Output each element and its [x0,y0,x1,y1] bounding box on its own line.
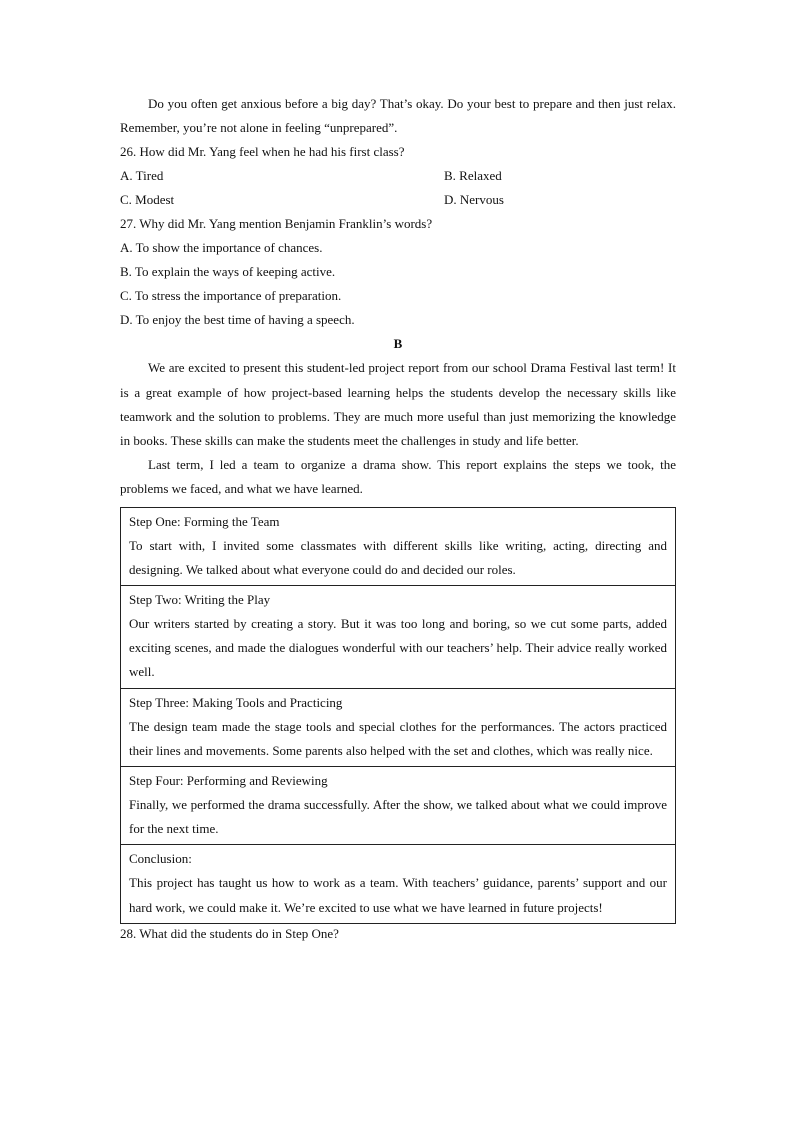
section-b-intro: We are excited to present this student-led project report from our school Drama Festival last term! It is a great example of how project-based learning helps the students develop the necessary skills like teamwork and the solution to problems. They are much more useful than just memorizing the knowledge in books. These skills can make the students meet the challenges in study and life better. [120,360,676,449]
step-body: The design team made the stage tools and special clothes for the performances. The actors practiced their lines and movements. Some parents also helped with the set and clothes, which was really nice. [129,718,667,758]
step-title: Step Two: Writing the Play [129,592,271,608]
q27-option-a: A. To show the importance of chances. [120,240,323,256]
step-three-row [121,689,675,767]
step-body: This project has taught us how to work as a team. With teachers’ guidance, parents’ support and our hard work, we could make it. We’re excited to use what we have learned in future projects! [129,875,667,915]
question-28-stem: 28. What did the students do in Step One? [120,925,339,941]
q27-option-b: B. To explain the ways of keeping active. [120,264,336,280]
step-body: Finally, we performed the drama successfully. After the show, we talked about what we could improve for the next time. [129,797,667,837]
step-title: Step Four: Performing and Reviewing [129,773,328,789]
q26-option-b: B. Relaxed [444,168,502,184]
conclusion-row [121,845,675,922]
project-steps-table [120,507,676,924]
question-26-stem: 26. How did Mr. Yang feel when he had his first class? [120,144,405,160]
step-title: Step Three: Making Tools and Practicing [129,694,343,710]
step-body: To start with, I invited some classmates with different skills like writing, acting, directing and designing. We talked about what everyone could do and decided our roles. [129,537,667,577]
exam-page [120,92,676,946]
section-b-heading: B [393,336,403,352]
q26-option-c: C. Modest [120,192,175,208]
section-b-lead: Last term, I led a team to organize a drama show. This report explains the steps we took, the problems we faced, and what we have learned. [120,457,676,497]
q27-option-c: C. To stress the importance of preparation. [120,288,342,304]
passage-a-ending: Do you often get anxious before a big day? That’s okay. Do your best to prepare and then just relax. Remember, you’re not alone in feeling “unprepared”. [120,96,676,136]
step-four-row [121,767,675,845]
step-title: Step One: Forming the Team [129,513,280,529]
q27-option-d: D. To enjoy the best time of having a speech. [120,312,355,328]
q26-option-a: A. Tired [120,168,164,184]
question-26-options-row-2 [120,188,676,212]
step-title: Conclusion: [129,851,192,867]
step-two-row [121,586,675,689]
question-27-stem: 27. Why did Mr. Yang mention Benjamin Franklin’s words? [120,216,433,232]
step-one-row [121,508,675,586]
question-26-options-row-1 [120,164,676,188]
step-body: Our writers started by creating a story. But it was too long and boring, so we cut some parts, added exciting scenes, and made the dialogues wonderful with our teachers’ help. Their advice really worked well. [129,616,667,680]
q26-option-d: D. Nervous [444,192,504,208]
